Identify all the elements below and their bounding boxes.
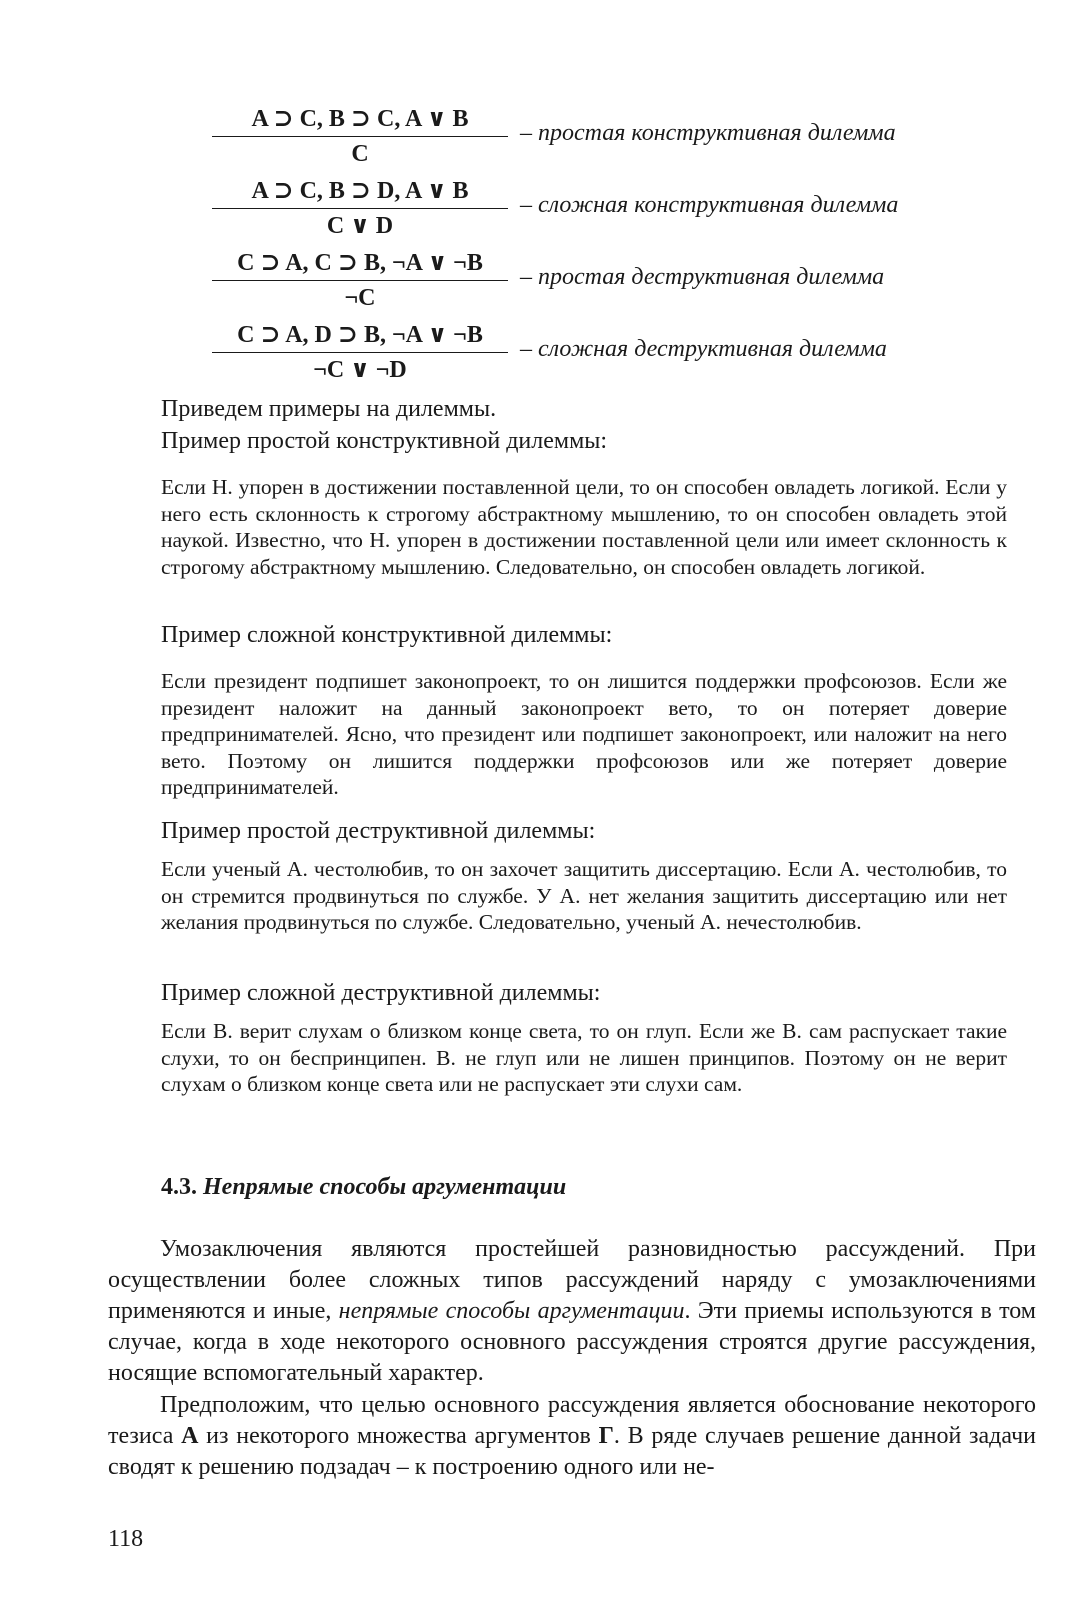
rule-fraction	[212, 104, 508, 169]
example-text	[161, 474, 1007, 580]
rule-premises: A ⊃ C, B ⊃ C, A ∨ B	[212, 104, 508, 137]
rule-conclusion: ¬C ∨ ¬D	[313, 357, 407, 383]
text-run: Предположим, что целью основного рассуждения является обоснование некоторого тезиса	[108, 1392, 1036, 1449]
section-title: Непрямые способы аргументации	[203, 1174, 567, 1200]
rule-fraction	[212, 176, 508, 241]
rule-fraction	[212, 320, 508, 385]
text-run: Умозаключения являются простейшей разновидностью рассуждений. При осуществлении более сложных типов рассуждений наряду с умозаключениями применяются и иные,	[108, 1236, 1036, 1324]
section-number: 4.3.	[161, 1174, 197, 1200]
example-heading: Пример простой конструктивной дилеммы:	[161, 428, 608, 454]
bold-symbol: Г	[598, 1423, 614, 1449]
dilemma-rules	[212, 104, 972, 392]
rule-name: – простая деструктивная дилемма	[520, 264, 885, 290]
body-paragraph-2	[108, 1390, 1036, 1483]
example-text	[161, 1018, 1007, 1098]
rule-conclusion: C ∨ D	[326, 213, 394, 239]
example-text	[161, 856, 1007, 936]
text-run: . В ряде случаев решение данной задачи сводят к решению подзадач – к построению одного или не-	[108, 1423, 1036, 1480]
page-number: 118	[108, 1526, 144, 1552]
example-paragraph: Если Н. упорен в достижении поставленной цели, то он способен овладеть логикой. Если у него есть склонность к строгому абстрактному мышлению, то он способен овладеть этой наукой. Известно, что Н. упорен в достижении поставленной цели или имеет склонность к строгому абстрактному мышлению. Следовательно, он способен овладеть логикой.	[161, 475, 1007, 579]
rule-conclusion: C	[351, 141, 369, 167]
paragraph	[108, 1390, 1036, 1483]
example-heading: Пример простой деструктивной дилеммы:	[161, 818, 596, 844]
rule-name: – простая конструктивная дилемма	[520, 120, 896, 146]
example-paragraph: Если президент подпишет законопроект, то он лишится поддержки профсоюзов. Если же президент наложит на данный законопроект вето, то он потеряет доверие предпринимателей. Ясно, что президент или подпишет законопроект, или наложит на него вето. Поэтому он лишится поддержки профсоюзов или же потеряет доверие предпринимателей.	[161, 669, 1007, 799]
rule-name: – сложная конструктивная дилемма	[520, 192, 899, 218]
rule-fraction	[212, 248, 508, 313]
text-run: из некоторого множества аргументов	[198, 1423, 599, 1449]
bold-symbol: А	[181, 1423, 199, 1449]
example-paragraph: Если ученый А. честолюбив, то он захочет защитить диссертацию. Если А. честолюбив, то он стремится продвинуться по службе. У А. нет желания защитить диссертацию или нет желания продвинуться по службе. Следовательно, ученый А. нечестолюбив.	[161, 857, 1007, 934]
example-heading: Пример сложной деструктивной дилеммы:	[161, 980, 601, 1006]
section-heading	[161, 1174, 566, 1201]
rule-conclusion: ¬C	[344, 285, 376, 311]
rule-simple-constructive	[212, 104, 972, 176]
paragraph	[108, 1234, 1036, 1389]
example-paragraph: Если В. верит слухам о близком конце света, то он глуп. Если же В. сам распускает такие слухи, то он беспринципен. В. не глуп или не лишен принципов. Поэтому он не верит слухам о близком конце света или не распускает эти слухи сам.	[161, 1019, 1007, 1096]
text-run: . Эти приемы используются в том случае, когда в ходе некоторого основного рассуждения строятся другие рассуждения, носящие вспомогательный характер.	[108, 1298, 1036, 1386]
example-heading: Пример сложной конструктивной дилеммы:	[161, 622, 613, 648]
rule-complex-constructive	[212, 176, 972, 248]
body-paragraph-1	[108, 1234, 1036, 1389]
rule-complex-destructive	[212, 320, 972, 392]
intro-line: Приведем примеры на дилеммы.	[161, 396, 497, 422]
example-text	[161, 668, 1007, 801]
rule-premises: C ⊃ A, D ⊃ B, ¬A ∨ ¬B	[212, 320, 508, 353]
italic-term: непрямые способы аргументации	[338, 1298, 685, 1324]
rule-simple-destructive	[212, 248, 972, 320]
rule-premises: A ⊃ C, B ⊃ D, A ∨ B	[212, 176, 508, 209]
rule-premises: C ⊃ A, C ⊃ B, ¬A ∨ ¬B	[212, 248, 508, 281]
rule-name: – сложная деструктивная дилемма	[520, 336, 887, 362]
